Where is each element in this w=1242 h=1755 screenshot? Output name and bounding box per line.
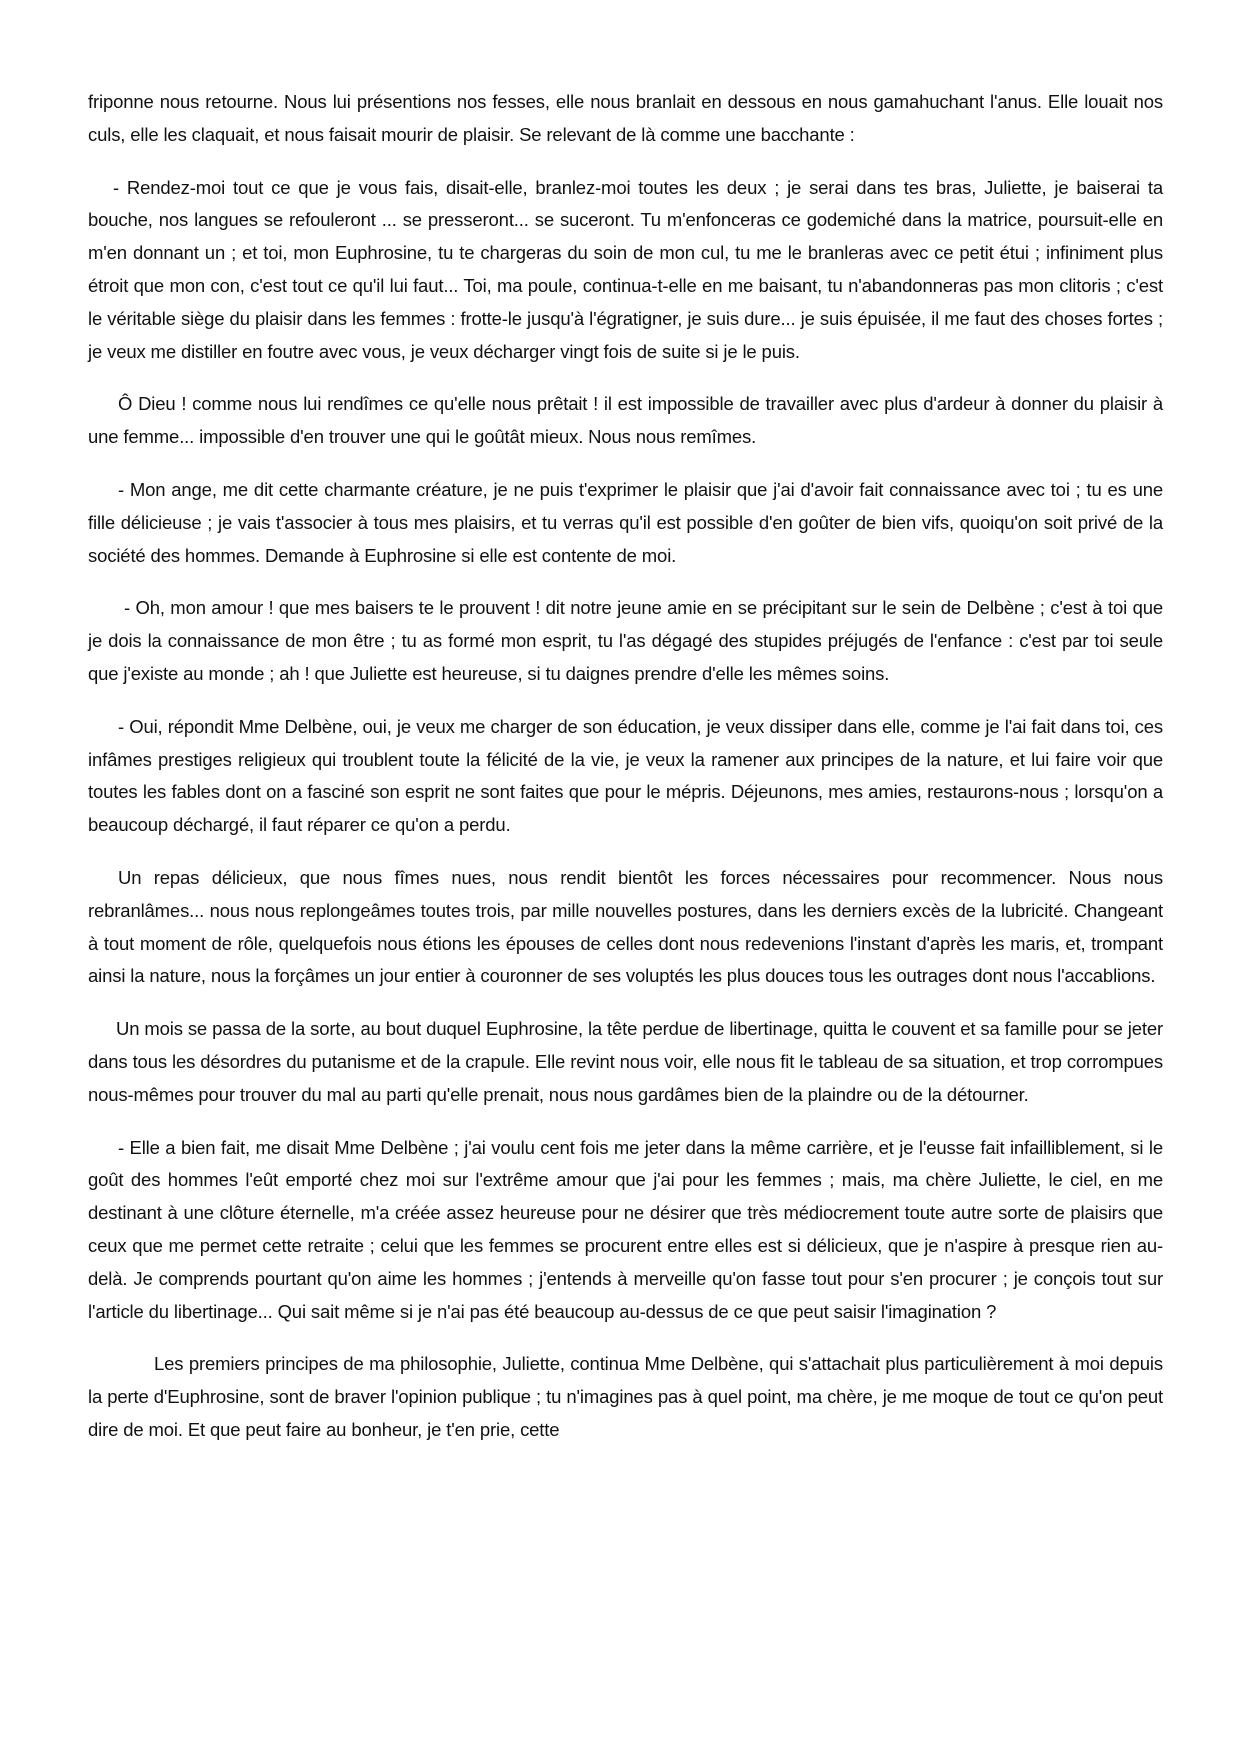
paragraph: Ô Dieu ! comme nous lui rendîmes ce qu'elle nous prêtait ! il est impossible de travailler avec plus d'ardeur à donner du plaisir à une femme... impossible d'en trouver une qui le goûtât mieux. Nous nous remîmes. [88, 393, 1163, 448]
paragraph: Les premiers principes de ma philosophie, Juliette, continua Mme Delbène, qui s'attachait plus particulièrement à moi depuis la perte d'Euphrosine, sont de braver l'opinion publique ; tu n'imagines pas à quel point, ma chère, je me moque de tout ce qu'on peut dire de moi. Et que peut faire au bonheur, je t'en prie, cette [88, 1353, 1163, 1440]
paragraph: - Rendez-moi tout ce que je vous fais, disait-elle, branlez-moi toutes les deux ; je serai dans tes bras, Juliette, je baiserai ta bouche, nos langues se refouleront ... se presseront... se suceront. Tu m'enfonceras ce godemiché dans la matrice, poursuit-elle en m'en donnant un ; et toi, mon Euphrosine, tu te chargeras du soin de mon cul, tu me le branleras avec ce petit étui ; infiniment plus étroit que mon con, c'est tout ce qu'il lui faut... Toi, ma poule, continua-t-elle en me baisant, tu n'abandonneras pas mon clitoris ; c'est le véritable siège du plaisir dans les femmes : frotte-le jusqu'à l'égratigner, je suis dure... je suis épuisée, il me faut des choses fortes ; je veux me distiller en foutre avec vous, je veux décharger vingt fois de suite si je le puis. [88, 176, 1163, 362]
paragraph: - Elle a bien fait, me disait Mme Delbène ; j'ai voulu cent fois me jeter dans la même carrière, et je l'eusse fait infailliblement, si le goût des hommes l'eût emporté chez moi sur l'extrême amour que j'ai pour les femmes ; mais, ma chère Juliette, le ciel, en me destinant à une clôture éternelle, m'a créée assez heureuse pour ne désirer que très médiocrement toute autre sorte de plaisirs que ceux que me permet cette retraite ; celui que les femmes se procurent entre elles est si délicieux, que je n'aspire à presque rien au-delà. Je comprends pourtant qu'on aime les hommes ; j'entends à merveille qu'on fasse tout pour s'en procurer ; je conçois tout sur l'article du libertinage... Qui sait même si je n'ai pas été beaucoup au-dessus de ce que peut saisir l'imagination ? [88, 1136, 1163, 1322]
paragraph: - Oui, répondit Mme Delbène, oui, je veux me charger de son éducation, je veux dissiper dans elle, comme je l'ai fait dans toi, ces infâmes prestiges religieux qui troublent toute la félicité de la vie, je veux la ramener aux principes de la nature, et lui faire voir que toutes les fables dont on a fasciné son esprit ne sont faites que pour le mépris. Déjeunons, mes amies, restaurons-nous ; lorsqu'on a beaucoup déchargé, il faut réparer ce qu'on a perdu. [88, 715, 1163, 836]
paragraph: Un mois se passa de la sorte, au bout duquel Euphrosine, la tête perdue de libertinage, quitta le couvent et sa famille pour se jeter dans tous les désordres du putanisme et de la crapule. Elle revint nous voir, elle nous fit le tableau de sa situation, et trop corrompues nous-mêmes pour trouver du mal au parti qu'elle prenait, nous nous gardâmes bien de la plaindre ou de la détourner. [88, 1018, 1163, 1105]
paragraph: Un repas délicieux, que nous fîmes nues, nous rendit bientôt les forces nécessaires pour recommencer. Nous nous rebranlâmes... nous nous replongeâmes toutes trois, par mille nouvelles postures, dans les derniers excès de la lubricité. Changeant à tout moment de rôle, quelquefois nous étions les épouses de celles dont nous redevenions l'instant d'après les maris, et, trompant ainsi la nature, nous la forçâmes un jour entier à couronner de ses voluptés les plus douces tous les outrages dont nous l'accablions. [88, 866, 1163, 987]
paragraph: - Mon ange, me dit cette charmante créature, je ne puis t'exprimer le plaisir que j'ai d'avoir fait connaissance avec toi ; tu es une fille délicieuse ; je vais t'associer à tous mes plaisirs, et tu verras qu'il est possible d'en goûter de bien vifs, quoiqu'on soit privé de la société des hommes. Demande à Euphrosine si elle est contente de moi. [88, 478, 1163, 566]
paragraph: friponne nous retourne. Nous lui présentions nos fesses, elle nous branlait en dessous en nous gamahuchant l'anus. Elle louait nos culs, elle les claquait, et nous faisait mourir de plaisir. Se relevant de là comme une bacchante : [88, 91, 1163, 145]
paragraph: - Oh, mon amour ! que mes baisers te le prouvent ! dit notre jeune amie en se précipitant sur le sein de Delbène ; c'est à toi que je dois la connaissance de mon être ; tu as formé mon esprit, tu l'as dégagé des stupides préjugés de l'enfance : c'est par toi seule que j'existe au monde ; ah ! que Juliette est heureuse, si tu daignes prendre d'elle les mêmes soins. [88, 597, 1163, 684]
document-page [88, 86, 1163, 1467]
